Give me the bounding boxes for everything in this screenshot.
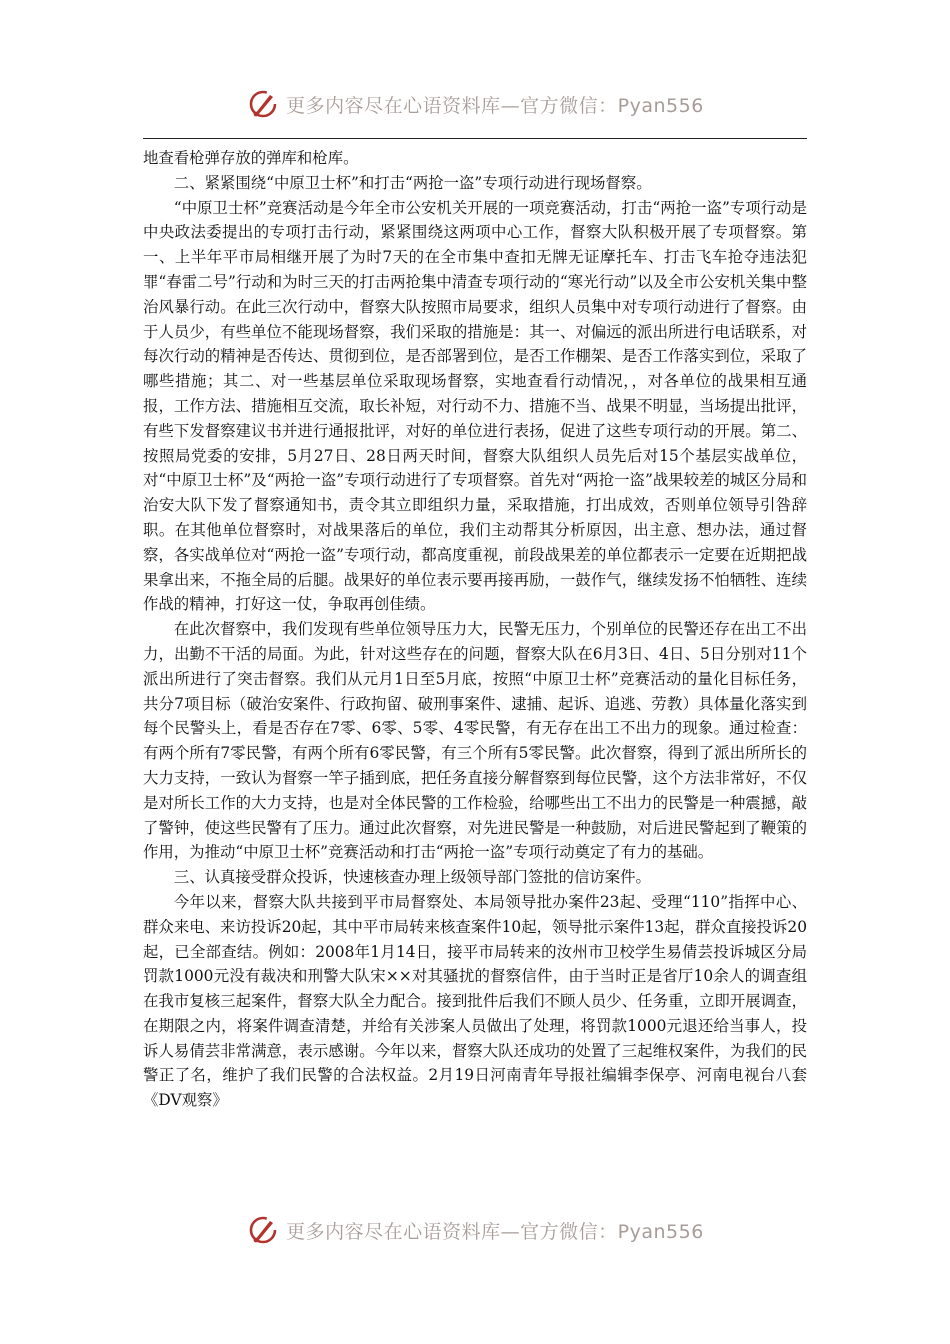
paragraph: 今年以来，督察大队共接到平市局督察处、本局领导批办案件23起、受理“110”指挥中心、群众来电、来访投诉20起，其中平市局转来核查案件10起，领导批示案件13起，群众直接投诉20起，已全部查结。例如：2008年1月14日，接平市局转来的汝州市卫校学生易倩芸投诉城区分局罚款1000元没有裁决和刑警大队宋××对其骚扰的督察信件，由于当时正是省厅10余人的调查组在我市复核三起案件，督察大队全力配合。接到批件后我们不顾人员少、任务重，立即开展调查，在期限之内，将案件调查清楚，并给有关涉案人员做出了处理，将罚款1000元退还给当事人，投诉人易倩芸非常满意，表示感谢。今年以来，督察大队还成功的处置了三起维权案件，为我们的民警正了名，维护了我们民警的合法权益。2月19日河南青年导报社编辑李保亭、河南电视台八套《DV观察》	[143, 892, 807, 1110]
header-banner-text: 更多内容尽在心语资料库—官方微信：Pyan556	[286, 94, 704, 117]
footer-banner-text: 更多内容尽在心语资料库—官方微信：Pyan556	[286, 1220, 704, 1243]
paragraph: 在此次督察中，我们发现有些单位领导压力大，民警无压力，个别单位的民警还存在出工不出力，出勤不干活的局面。为此，针对这些存在的问题，督察大队在6月3日、4日、5日分别对11个派出所进行了突击督察。我们从元月1日至5月底，按照“中原卫士杯”竞赛活动的量化目标任务，共分7项目标（破治安案件、行政拘留、破刑事案件、逮捕、起诉、追逃、劳教）具体量化落实到每个民警头上，看是否存在7零、6零、5零、4零民警，有无存在出工不出力的现象。通过检查：有两个所有7零民警，有两个所有6零民警，有三个所有5零民警。此次督察，得到了派出所所长的大力支持，一致认为督察一竿子插到底，把任务直接分解督察到每位民警，这个方法非常好，不仅是对所长工作的大力支持，也是对全体民警的工作检验，给哪些出工不出力的民警是一种震撼，敲了警钟，使这些民警有了压力。通过此次督察，对先进民警是一种鼓励，对后进民警起到了鞭策的作用，为推动“中原卫士杯”竞赛活动和打击“两抢一盗”专项行动奠定了有力的基础。	[143, 620, 807, 862]
document-body	[143, 146, 807, 1113]
paragraph-continuation: 地查看枪弹存放的弹库和枪库。	[143, 149, 359, 167]
section-heading-3: 三、认真接受群众投诉，快速核查办理上级领导部门签批的信访案件。	[173, 868, 651, 887]
brush-logo-icon	[246, 1213, 280, 1247]
brush-logo-icon	[246, 87, 280, 121]
header-divider	[143, 138, 807, 139]
footer-watermark-banner	[0, 1210, 950, 1250]
header-watermark-banner	[0, 84, 950, 124]
section-heading-2: 二、紧紧围绕“中原卫士杯”和打击“两抢一盗”专项行动进行现场督察。	[173, 173, 652, 192]
paragraph: “中原卫士杯”竞赛活动是今年全市公安机关开展的一项竞赛活动，打击“两抢一盗”专项行动是中央政法委提出的专项打击行动，紧紧围绕这两项中心工作，督察大队积极开展了专项督察。第一、上半年平市局相继开展了为时7天的在全市集中查扣无牌无证摩托车、打击飞车抢夺违法犯罪“春雷二号”行动和为时三天的打击两抢集中清查专项行动的“寒光行动”以及全市公安机关集中整治风暴行动。在此三次行动中，督察大队按照市局要求，组织人员集中对专项行动进行了督察。由于人员少，有些单位不能现场督察，我们采取的措施是：其一、对偏远的派出所进行电话联系，对每次行动的精神是否传达、贯彻到位，是否部署到位，是否工作棚架、是否工作落实到位，采取了哪些措施；其二、对一些基层单位采取现场督察，实地查看行动情况，，对各单位的战果相互通报，工作方法、措施相互交流，取长补短，对行动不力、措施不当、战果不明显，当场提出批评，有些下发督察建议书并进行通报批评，对好的单位进行表扬，促进了这些专项行动的开展。第二、按照局党委的安排，5月27日、28日两天时间，督察大队组织人员先后对15个基层实战单位，对“中原卫士杯”及“两抢一盗”专项行动进行了专项督察。首先对“两抢一盗”战果较差的城区分局和治安大队下发了督察通知书，责令其立即组织力量，采取措施，打出成效，否则单位领导引咎辞职。在其他单位督察时，对战果落后的单位，我们主动帮其分析原因，出主意、想办法，通过督察，各实战单位对“两抢一盗”专项行动，都高度重视，前段战果差的单位都表示一定要在近期把战果拿出来，不拖全局的后腿。战果好的单位表示要再接再励，一鼓作气，继续发扬不怕牺牲、连续作战的精神，打好这一仗，争取再创佳绩。	[143, 198, 807, 614]
